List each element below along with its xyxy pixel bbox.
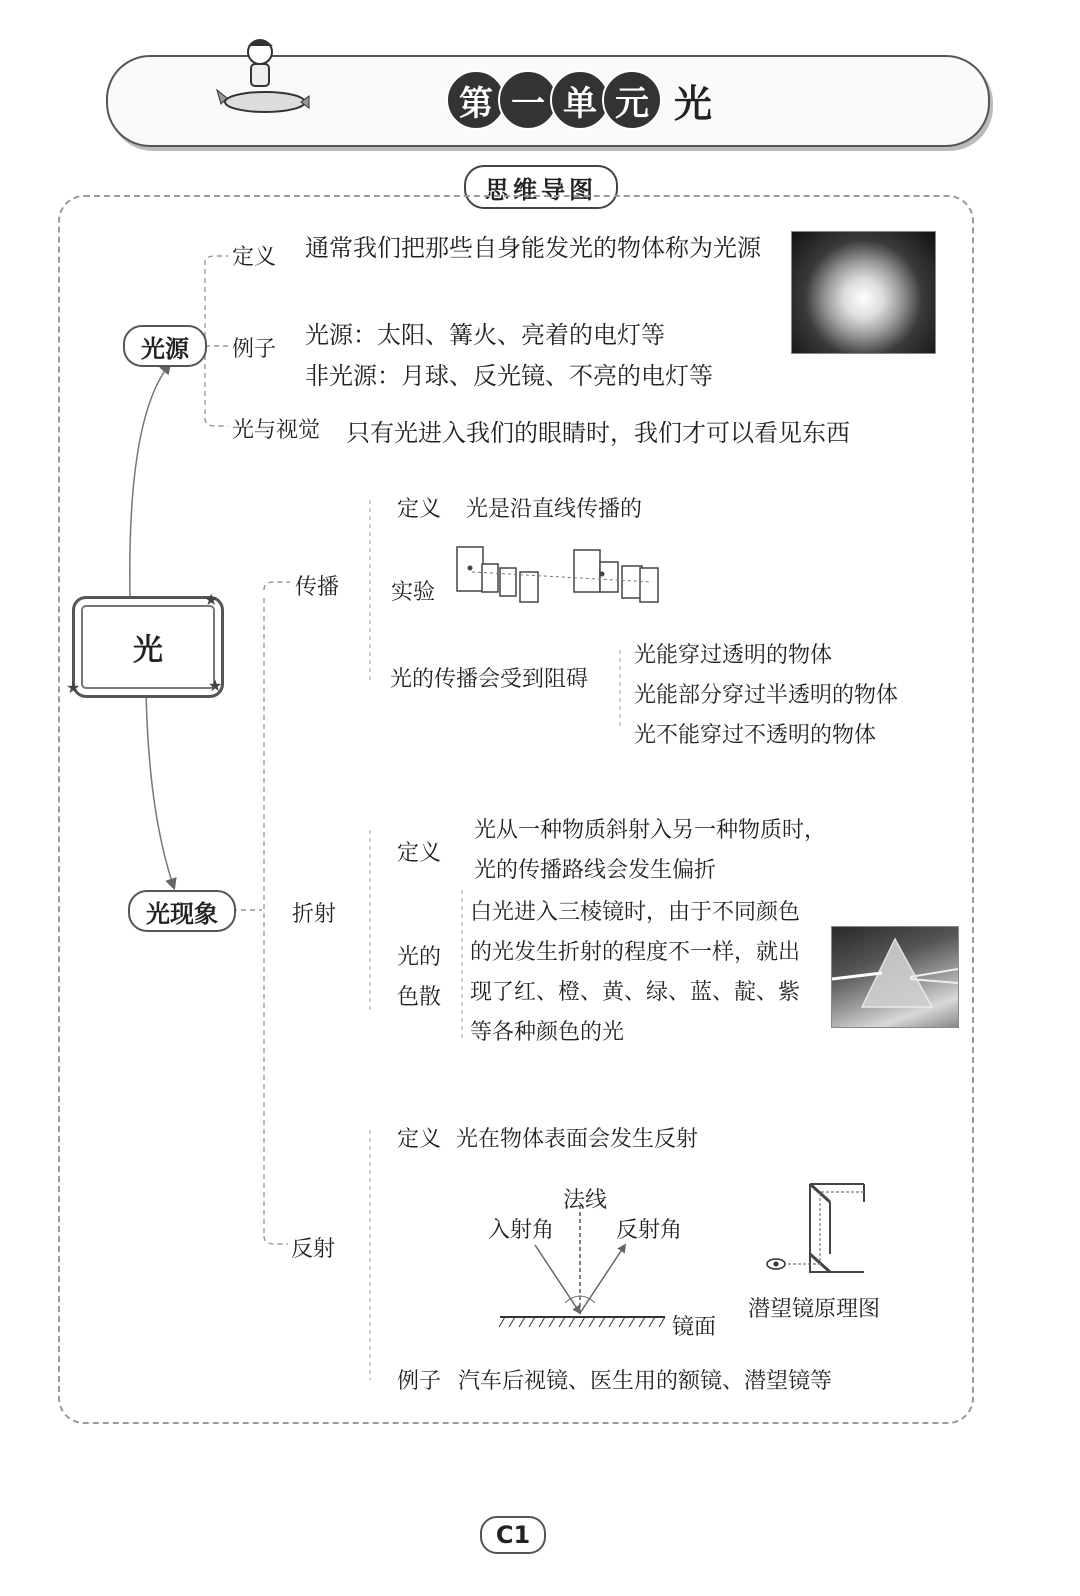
branch-light-source: 光源 (123, 325, 207, 367)
light-source-example-line1: 光源：太阳、篝火、亮着的电灯等 (305, 321, 665, 349)
star-icon: ★ (66, 678, 81, 697)
title-char: 元 (602, 70, 662, 130)
periscope-caption: 潜望镜原理图 (748, 1297, 881, 1322)
mindmap-heading: 思维导图 (464, 165, 618, 209)
center-node: 光 (72, 596, 224, 698)
dispersion-line: 等各种颜色的光 (470, 1020, 625, 1045)
dispersion-line: 现了红、橙、黄、绿、蓝、靛、紫 (470, 980, 801, 1005)
light-source-definition-text: 通常我们把那些自身能发光的物体称为光源 (305, 234, 761, 262)
dispersion-label-line2: 色散 (397, 985, 442, 1010)
title-char: 单 (550, 70, 610, 130)
straight-line-experiment-illustration (452, 542, 672, 612)
light-source-example-label: 例子 (232, 337, 277, 362)
unit-title (446, 68, 712, 132)
propagation-definition-text: 光是沿直线传播的 (466, 497, 643, 522)
sun-photo (791, 231, 936, 354)
star-icon: ★ (204, 590, 219, 609)
propagation-experiment-label: 实验 (391, 580, 436, 605)
reflection-example-label: 例子 (397, 1369, 442, 1394)
star-icon: ★ (208, 676, 223, 695)
refraction-definition-line1: 光从一种物质斜射入另一种物质时， (474, 818, 827, 843)
unit-topic: 光 (674, 81, 713, 126)
rocket-boy-illustration (215, 30, 310, 125)
refraction-label: 折射 (292, 902, 337, 927)
branch-light-phenomena: 光现象 (128, 890, 236, 932)
light-vision-label: 光与视觉 (232, 418, 321, 443)
normal-line-label: 法线 (563, 1188, 608, 1213)
reflection-example-text: 汽车后视镜、医生用的额镜、潜望镜等 (458, 1369, 833, 1394)
light-source-example-line2: 非光源：月球、反光镜、不亮的电灯等 (305, 362, 713, 390)
propagation-label: 传播 (295, 575, 340, 600)
blocked-item: 光能部分穿过半透明的物体 (634, 683, 899, 708)
periscope-diagram (760, 1180, 870, 1290)
refraction-definition-label: 定义 (397, 841, 442, 866)
incident-angle-label: 入射角 (488, 1218, 555, 1243)
reflection-definition-text: 光在物体表面会发生反射 (456, 1127, 699, 1152)
light-source-definition-label: 定义 (232, 245, 277, 270)
reflection-label: 反射 (291, 1237, 336, 1262)
reflection-angle-label: 反射角 (616, 1218, 683, 1243)
propagation-definition-label: 定义 (397, 497, 442, 522)
propagation-blocked-label: 光的传播会受到阻碍 (390, 667, 589, 692)
dispersion-line: 白光进入三棱镜时，由于不同颜色 (470, 900, 801, 925)
blocked-item: 光能穿过透明的物体 (634, 643, 833, 668)
blocked-item: 光不能穿过不透明的物体 (634, 723, 877, 748)
title-char: 第 (446, 70, 506, 130)
light-vision-text: 只有光进入我们的眼睛时，我们才可以看见东西 (346, 419, 850, 447)
dispersion-label-line1: 光的 (397, 945, 442, 970)
mirror-label: 镜面 (672, 1315, 717, 1340)
reflection-definition-label: 定义 (397, 1127, 442, 1152)
refraction-definition-line2: 光的传播路线会发生偏折 (474, 858, 717, 883)
page-number: C1 (480, 1516, 546, 1554)
dispersion-line: 的光发生折射的程度不一样，就出 (470, 940, 801, 965)
title-char: 一 (498, 70, 558, 130)
prism-photo (831, 926, 959, 1028)
